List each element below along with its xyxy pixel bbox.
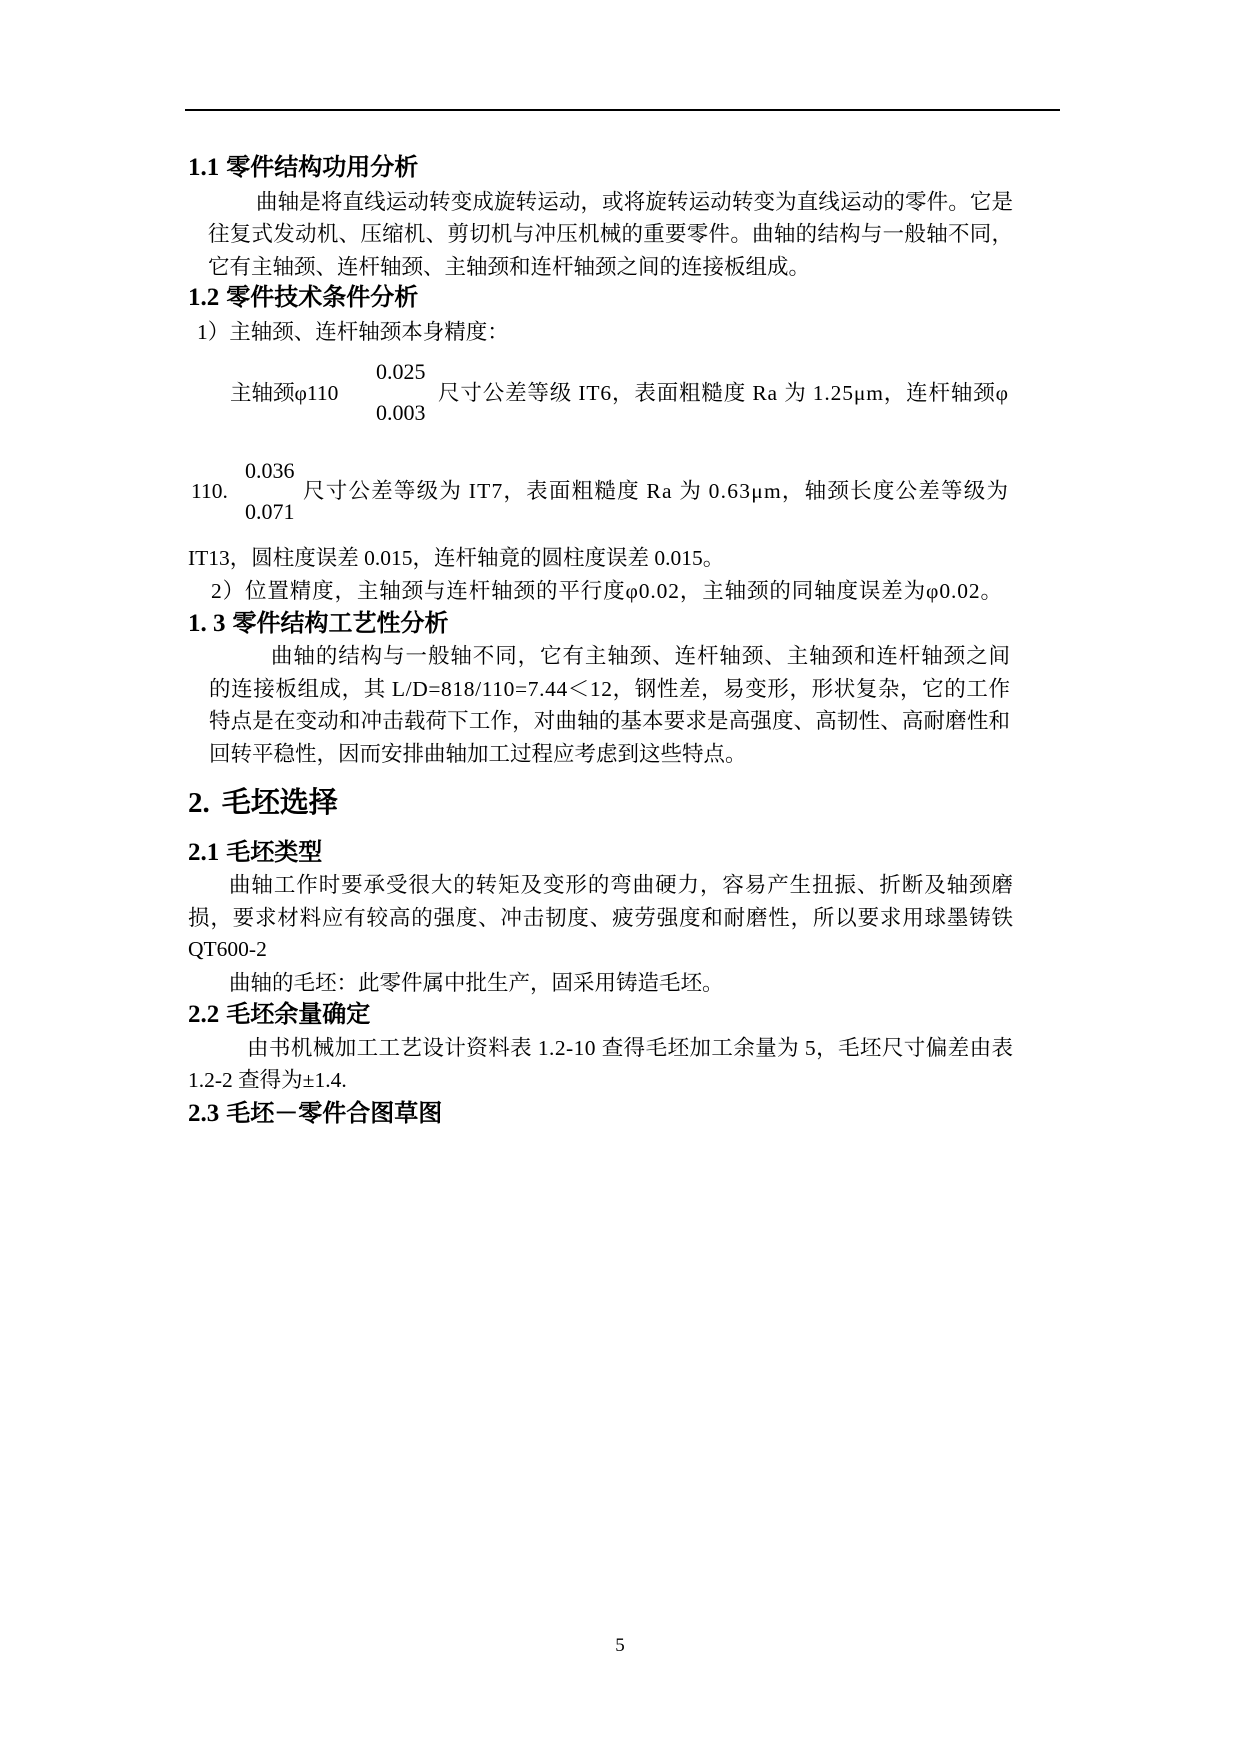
section-title: 零件结构工艺性分析 <box>232 610 449 637</box>
section-number: 2.3 <box>188 1100 220 1127</box>
paragraph-line: 损，要求材料应有较高的强度、冲击韧度、疲劳强度和耐磨性，所以要求用球墨铸铁 <box>188 906 1014 930</box>
paragraph-line: 的连接板组成，其 L/D=818/110=7.44＜12，钢性差，易变形，形状复杂，它的工作 <box>209 677 1011 701</box>
list-item-1-intro: 1）主轴颈、连杆轴颈本身精度： <box>197 320 509 344</box>
chapter-title: 毛坯选择 <box>221 787 338 819</box>
header-rule <box>185 109 1060 111</box>
section-number: 2.1 <box>188 839 220 866</box>
tolerance-upper: 0.036 <box>245 458 295 483</box>
section-title: 零件结构功用分析 <box>226 154 419 181</box>
paragraph-line: 曲轴的毛坯：此零件属中批生产，固采用铸造毛坯。 <box>229 971 724 995</box>
paragraph-line: 它有主轴颈、连杆轴颈、主轴颈和连杆轴颈之间的连接板组成。 <box>208 255 811 279</box>
section-number: 2.2 <box>188 1001 220 1028</box>
paragraph-line: 由书机械加工工艺设计资料表 1.2-10 查得毛坯加工余量为 5，毛坯尺寸偏差由表 <box>247 1036 1014 1060</box>
section-title: 毛坯类型 <box>226 839 323 866</box>
tolerance-lower: 0.071 <box>245 499 295 524</box>
paragraph-line: 1.2-2 查得为±1.4. <box>188 1068 347 1092</box>
paragraph-line: QT600-2 <box>188 937 267 961</box>
list-item-1-continued: IT13，圆柱度误差 0.015，连杆轴竟的圆柱度误差 0.015。 <box>188 546 725 570</box>
paragraph-line: 曲轴是将直线运动转变成旋转运动，或将旋转运动转变为直线运动的零件。它是 <box>256 190 1014 214</box>
chapter-heading-2 <box>188 785 338 821</box>
section-heading-1-1 <box>188 153 418 183</box>
list-item-2: 2）位置精度，主轴颈与连杆轴颈的平行度φ0.02，主轴颈的同轴度误差为φ0.02。 <box>211 579 1003 603</box>
section-title: 零件技术条件分析 <box>226 284 419 311</box>
paragraph-line: 曲轴的结构与一般轴不同，它有主轴颈、连杆轴颈、主轴颈和连杆轴颈之间 <box>271 644 1011 668</box>
section-heading-2-2 <box>188 1000 370 1030</box>
tolerance-upper: 0.025 <box>376 359 426 384</box>
main-journal-label: 主轴颈φ110 <box>230 381 339 405</box>
paragraph-line: 回转平稳性，因而安排曲轴加工过程应考虑到这些特点。 <box>209 742 747 766</box>
section-heading-2-3 <box>188 1099 442 1129</box>
section-title: 毛坯－零件合图草图 <box>226 1100 443 1127</box>
crankpin-journal-label: 110. <box>191 479 228 503</box>
paragraph-line: 曲轴工作时要承受很大的转矩及变形的弯曲硬力，容易产生扭振、折断及轴颈磨 <box>229 873 1014 897</box>
section-heading-2-1 <box>188 838 322 868</box>
section-title: 毛坯余量确定 <box>226 1001 371 1028</box>
section-number: 1. 3 <box>188 610 226 637</box>
main-journal-spec-text: 尺寸公差等级 IT6，表面粗糙度 Ra 为 1.25μm，连杆轴颈φ <box>438 381 1009 405</box>
chapter-number: 2. <box>188 787 210 819</box>
page-number: 5 <box>615 1635 625 1656</box>
tolerance-lower: 0.003 <box>376 400 426 425</box>
section-number: 1.2 <box>188 284 220 311</box>
section-heading-1-2 <box>188 283 418 313</box>
paragraph-line: 往复式发动机、压缩机、剪切机与冲压机械的重要零件。曲轴的结构与一般轴不同， <box>208 222 1014 246</box>
section-number: 1.1 <box>188 154 220 181</box>
crankpin-journal-spec-text: 尺寸公差等级为 IT7，表面粗糙度 Ra 为 0.63μm，轴颈长度公差等级为 <box>303 479 1010 503</box>
section-heading-1-3 <box>188 609 449 639</box>
paragraph-line: 特点是在变动和冲击载荷下工作，对曲轴的基本要求是高强度、高韧性、高耐磨性和 <box>209 709 1011 733</box>
